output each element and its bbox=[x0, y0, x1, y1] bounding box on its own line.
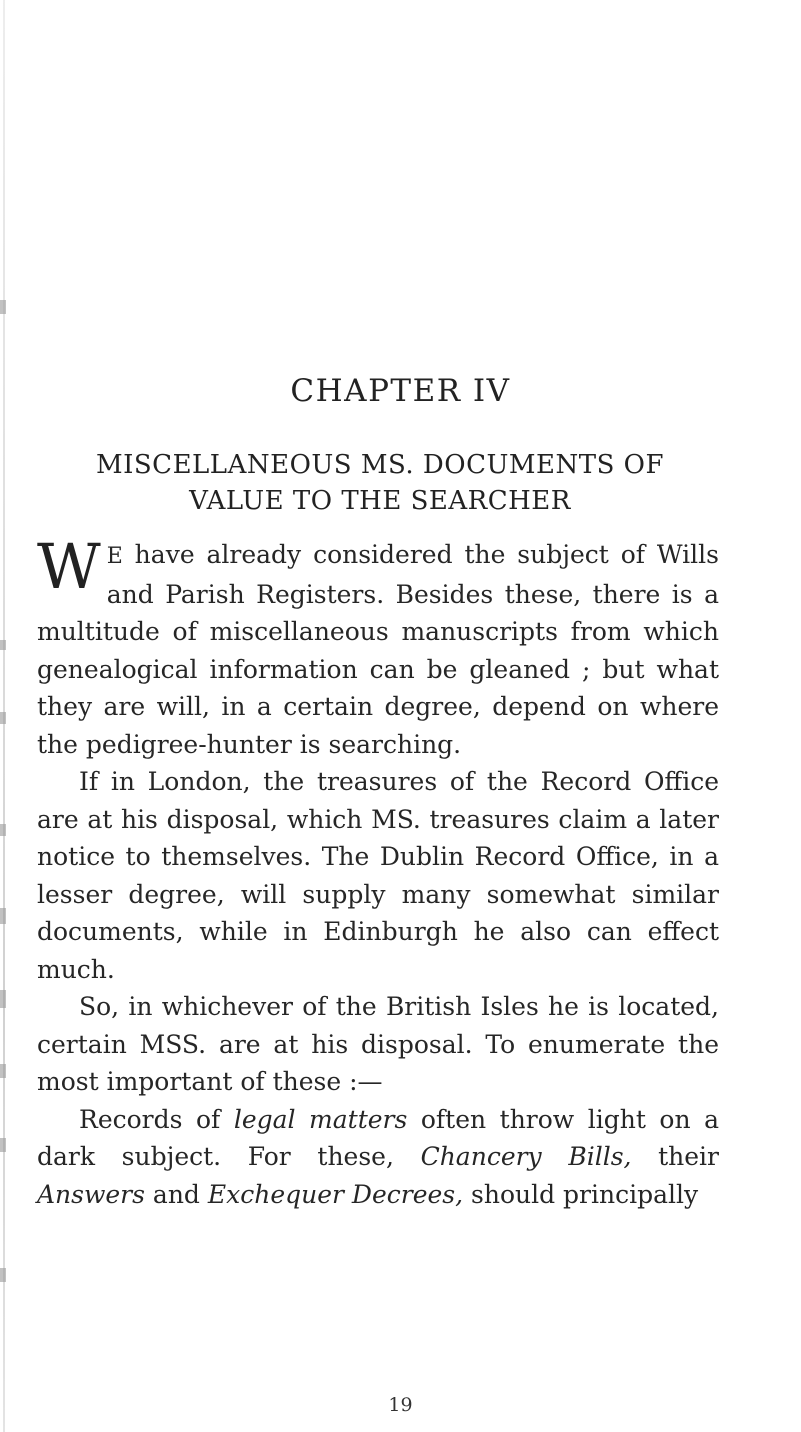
binding-mark bbox=[0, 1268, 6, 1282]
section-title bbox=[40, 447, 720, 519]
italic-text: Chancery Bills, bbox=[420, 1142, 632, 1171]
paragraph-4 bbox=[37, 1101, 719, 1214]
italic-text: Exchequer Decrees, bbox=[207, 1179, 464, 1209]
italic-text: Answers bbox=[37, 1179, 145, 1209]
binding-mark bbox=[0, 300, 6, 314]
section-title-line-1: MISCELLANEOUS MS. DOCUMENTS OF bbox=[95, 450, 665, 480]
page-number: 19 bbox=[388, 1394, 413, 1416]
binding-mark bbox=[0, 990, 6, 1008]
binding-mark bbox=[0, 1064, 6, 1078]
binding-mark bbox=[0, 1138, 6, 1152]
paragraph-1 bbox=[37, 530, 719, 763]
binding-mark bbox=[0, 712, 6, 724]
paragraph-1-text: have already considered the subject of Wills and Parish Registers. Besides these, there is a multitude of miscellaneous manuscripts from which genealogical information can be gleaned ; but what they are will, in a certain degree, depend on where the pedigree-hunter is searching. bbox=[37, 540, 719, 759]
section-title-line-2: VALUE TO THE SEARCHER bbox=[189, 486, 571, 516]
paragraph-2: If in London, the treasures of the Record Office are at his disposal, which MS. treasures claim a later notice to themselves. The Dublin Record Office, in a lesser degree, will supply many somewhat similar documents, while in Edinburgh he also can effect much. bbox=[37, 767, 719, 984]
text-run: often throw light on a dark subject. For these, bbox=[37, 1104, 720, 1171]
text-run: should principally bbox=[463, 1179, 699, 1209]
binding-mark bbox=[0, 908, 6, 924]
small-cap: E bbox=[106, 544, 123, 569]
binding-mark bbox=[0, 824, 6, 836]
body-text bbox=[37, 530, 720, 1213]
italic-text: legal matters bbox=[233, 1104, 408, 1134]
chapter-title: CHAPTER IV bbox=[290, 373, 511, 409]
drop-cap: W bbox=[37, 530, 101, 603]
binding-mark bbox=[0, 640, 6, 650]
text-run: Records of bbox=[79, 1104, 234, 1134]
text-run: their bbox=[631, 1142, 720, 1171]
text-run: and bbox=[144, 1179, 208, 1209]
paragraph-3: So, in whichever of the British Isles he is located, certain MSS. are at his disposal. To enumerate the most important of these :— bbox=[37, 992, 719, 1096]
